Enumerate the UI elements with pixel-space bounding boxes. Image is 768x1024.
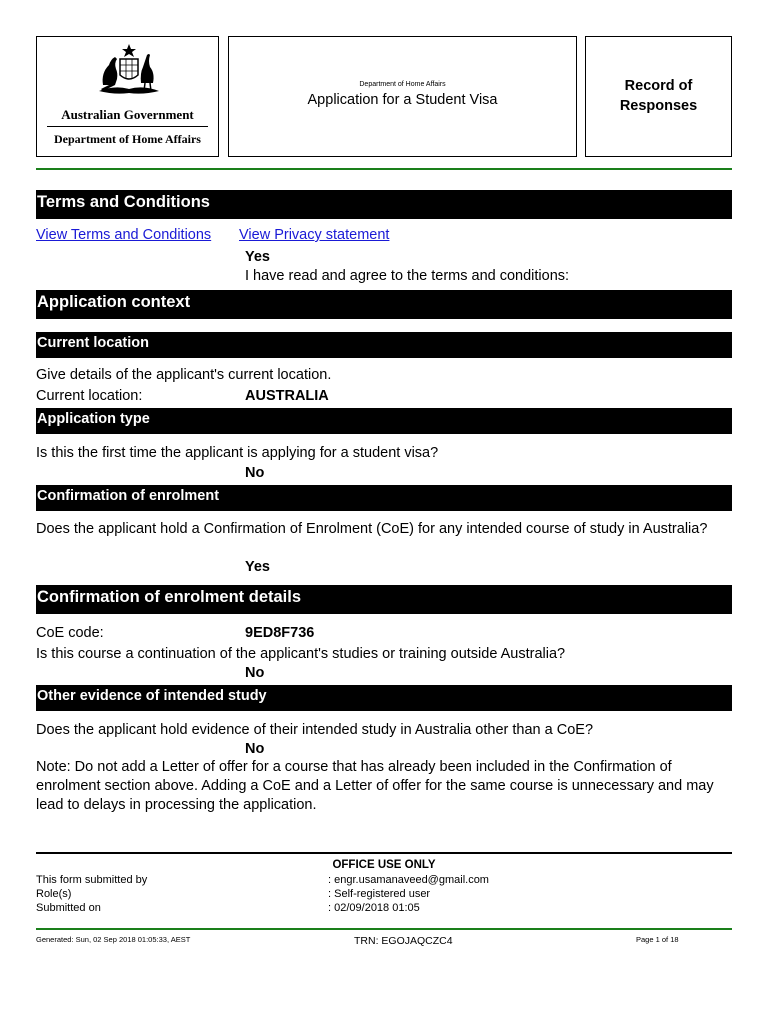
coe-code-label: CoE code: bbox=[36, 625, 104, 641]
continuation-answer: No bbox=[245, 665, 265, 681]
footer-divider bbox=[36, 928, 732, 930]
location-label: Current location: bbox=[36, 388, 143, 404]
subsection-other-evidence: Other evidence of intended study bbox=[36, 685, 732, 711]
trn-number: TRN: EGOJAQCZC4 bbox=[354, 935, 453, 947]
subsection-confirmation-of-enrolment: Confirmation of enrolment bbox=[36, 485, 732, 511]
roles-value: : Self-registered user bbox=[328, 888, 431, 900]
submitted-by-value: : engr.usamanaveed@gmail.com bbox=[328, 874, 489, 886]
location-prompt: Give details of the applicant's current location. bbox=[36, 367, 332, 383]
office-use-heading: OFFICE USE ONLY bbox=[332, 859, 436, 871]
australian-government-label: Australian Government bbox=[61, 107, 194, 122]
coe-question: Does the applicant hold a Confirmation of Enrolment (CoE) for any intended course of study in Australia? bbox=[36, 521, 708, 537]
submitted-by-label: This form submitted by bbox=[36, 874, 148, 886]
continuation-question: Is this course a continuation of the applicant's studies or training outside Australia? bbox=[36, 646, 566, 662]
submitted-on-label: Submitted on bbox=[36, 902, 101, 914]
section-terms-and-conditions: Terms and Conditions bbox=[36, 190, 732, 219]
view-privacy-link[interactable]: View Privacy statement bbox=[239, 227, 390, 243]
record-panel bbox=[585, 36, 732, 157]
terms-statement: I have read and agree to the terms and conditions: bbox=[245, 268, 570, 284]
letter-of-offer-note: Note: Do not add a Letter of offer for a course that has already been included in the Confirmation of enrolment section above. Adding a CoE and a Letter of offer for the same course is unnecessary and may lead to delays in processing the application. bbox=[36, 759, 714, 813]
header-divider bbox=[36, 168, 732, 170]
record-line-1: Record of bbox=[624, 78, 693, 94]
record-line-2: Responses bbox=[619, 98, 698, 114]
form-title-panel bbox=[228, 36, 577, 157]
subsection-current-location: Current location bbox=[36, 332, 732, 358]
generated-timestamp: Generated: Sun, 02 Sep 2018 01:05:33, AEST bbox=[36, 935, 191, 944]
application-type-answer: No bbox=[245, 465, 265, 481]
page-number: Page 1 of 18 bbox=[636, 935, 679, 944]
form-title: Application for a Student Visa bbox=[307, 92, 498, 108]
application-type-question: Is this the first time the applicant is applying for a student visa? bbox=[36, 445, 439, 461]
coe-code-value: 9ED8F736 bbox=[245, 625, 315, 641]
other-evidence-question: Does the applicant hold evidence of their intended study in Australia other than a CoE? bbox=[36, 722, 594, 738]
record-of-responses-label bbox=[586, 76, 731, 116]
other-evidence-answer: No bbox=[245, 741, 265, 757]
location-value: AUSTRALIA bbox=[245, 388, 329, 404]
office-divider bbox=[36, 852, 732, 854]
logo-divider bbox=[47, 126, 208, 127]
terms-answer: Yes bbox=[245, 249, 270, 265]
submitted-on-value: : 02/09/2018 01:05 bbox=[328, 902, 420, 914]
department-label: Department of Home Affairs bbox=[54, 132, 201, 146]
coe-answer: Yes bbox=[245, 559, 270, 575]
government-logo-panel bbox=[36, 36, 219, 157]
section-coe-details: Confirmation of enrolment details bbox=[36, 585, 732, 614]
coat-of-arms-icon bbox=[95, 43, 163, 95]
roles-label: Role(s) bbox=[36, 888, 72, 900]
subsection-application-type: Application type bbox=[36, 408, 732, 434]
view-terms-link[interactable]: View Terms and Conditions bbox=[36, 227, 212, 243]
department-small-label: Department of Home Affairs bbox=[359, 81, 446, 88]
section-application-context: Application context bbox=[36, 290, 732, 319]
